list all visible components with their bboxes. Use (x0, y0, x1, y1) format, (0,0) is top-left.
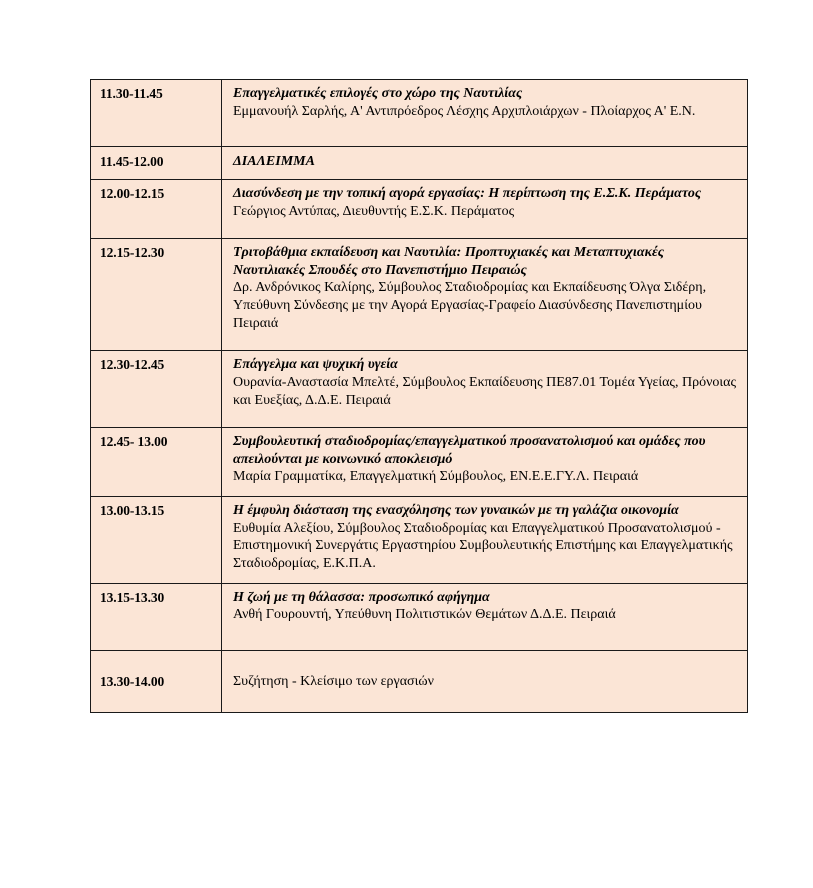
table-row (91, 80, 748, 147)
session-speakers: Μαρία Γραμματίκα, Επαγγελματική Σύμβουλος, ΕΝ.Ε.Ε.ΓΥ.Λ. Πειραιά (233, 469, 639, 485)
table-row (91, 239, 748, 351)
session-details (222, 497, 748, 584)
session-title: ΔΙΑΛΕΙΜΜΑ (233, 154, 315, 170)
session-speakers: Ουρανία-Αναστασία Μπελτέ, Σύμβουλος Εκπαίδευσης ΠΕ87.01 Τομέα Υγείας, Πρόνοιας και Ευεξίας, Δ.Δ.Ε. Πειραιά (233, 374, 737, 408)
table-row (91, 351, 748, 428)
session-details (222, 650, 748, 713)
session-title: Συμβουλευτική σταδιοδρομίας/επαγγελματικού προσανατολισμού και ομάδες που απειλούνται με κοινωνικό αποκλεισμό (233, 434, 706, 467)
session-speakers: Ευθυμία Αλεξίου, Σύμβουλος Σταδιοδρομίας και Επαγγελματικού Προσανατολισμού - Επιστημονική Συνεργάτις Εργαστηρίου Συμβουλευτικής Επιστήμης και Επαγγελματικής Σταδιοδρομίας, Ε.Κ.Π.Α. (233, 520, 733, 571)
session-title: Διασύνδεση με την τοπική αγορά εργασίας: Η περίπτωση της Ε.Σ.Κ. Περάματος (233, 185, 702, 201)
table-row (91, 583, 748, 650)
schedule-table (90, 79, 748, 713)
table-row (91, 179, 748, 238)
table-row (91, 650, 748, 713)
session-plain-text: Συζήτηση - Κλείσιμο των εργασιών (233, 673, 434, 689)
session-details (222, 583, 748, 650)
session-time: 11.45-12.00 (91, 147, 222, 180)
session-speakers: Ανθή Γουρουντή, Υπεύθυνη Πολιτιστικών Θεμάτων Δ.Δ.Ε. Πειραιά (233, 607, 616, 623)
session-details (222, 147, 748, 180)
session-time: 13.30-14.00 (91, 650, 222, 713)
session-details (222, 351, 748, 428)
session-title: Η έμφυλη διάσταση της ενασχόλησης των γυναικών με τη γαλάζια οικονομία (233, 503, 679, 518)
session-speakers: Εμμανουήλ Σαρλής, Α' Αντιπρόεδρος Λέσχης Αρχιπλοιάρχων - Πλοίαρχος Α' Ε.Ν. (233, 103, 696, 119)
session-time: 12.15-12.30 (91, 239, 222, 351)
session-speakers: Δρ. Ανδρόνικος Καλίρης, Σύμβουλος Σταδιοδρομίας και Εκπαίδευσης Όλγα Σιδέρη, Υπεύθυνη Σύνδεσης με την Αγορά Εργασίας-Γραφείο Διασύνδεσης Πανεπιστημίου Πειραιά (233, 280, 707, 331)
session-time: 12.00-12.15 (91, 179, 222, 238)
session-title: Επαγγελματικές επιλογές στο χώρο της Ναυτιλίας (233, 86, 523, 101)
schedule-table-body (91, 80, 748, 713)
table-row (91, 428, 748, 497)
session-details (222, 239, 748, 351)
session-details (222, 179, 748, 238)
session-time: 12.30-12.45 (91, 351, 222, 428)
session-title: Επάγγελμα και ψυχική υγεία (233, 357, 398, 373)
table-row (91, 497, 748, 584)
session-details (222, 80, 748, 147)
session-speakers: Γεώργιος Αντύπας, Διευθυντής Ε.Σ.Κ. Περάματος (233, 203, 515, 219)
session-time: 13.15-13.30 (91, 583, 222, 650)
session-title: Τριτοβάθμια εκπαίδευση και Ναυτιλία: Προπτυχιακές και Μεταπτυχιακές Ναυτιλιακές Σπουδές στο Πανεπιστήμιο Πειραιώς (233, 245, 664, 278)
session-details (222, 428, 748, 497)
session-time: 11.30-11.45 (91, 80, 222, 147)
table-row (91, 147, 748, 180)
session-title: Η ζωή με τη θάλασσα: προσωπικό αφήγημα (233, 589, 490, 605)
session-time: 12.45- 13.00 (91, 428, 222, 497)
session-time: 13.00-13.15 (91, 497, 222, 584)
